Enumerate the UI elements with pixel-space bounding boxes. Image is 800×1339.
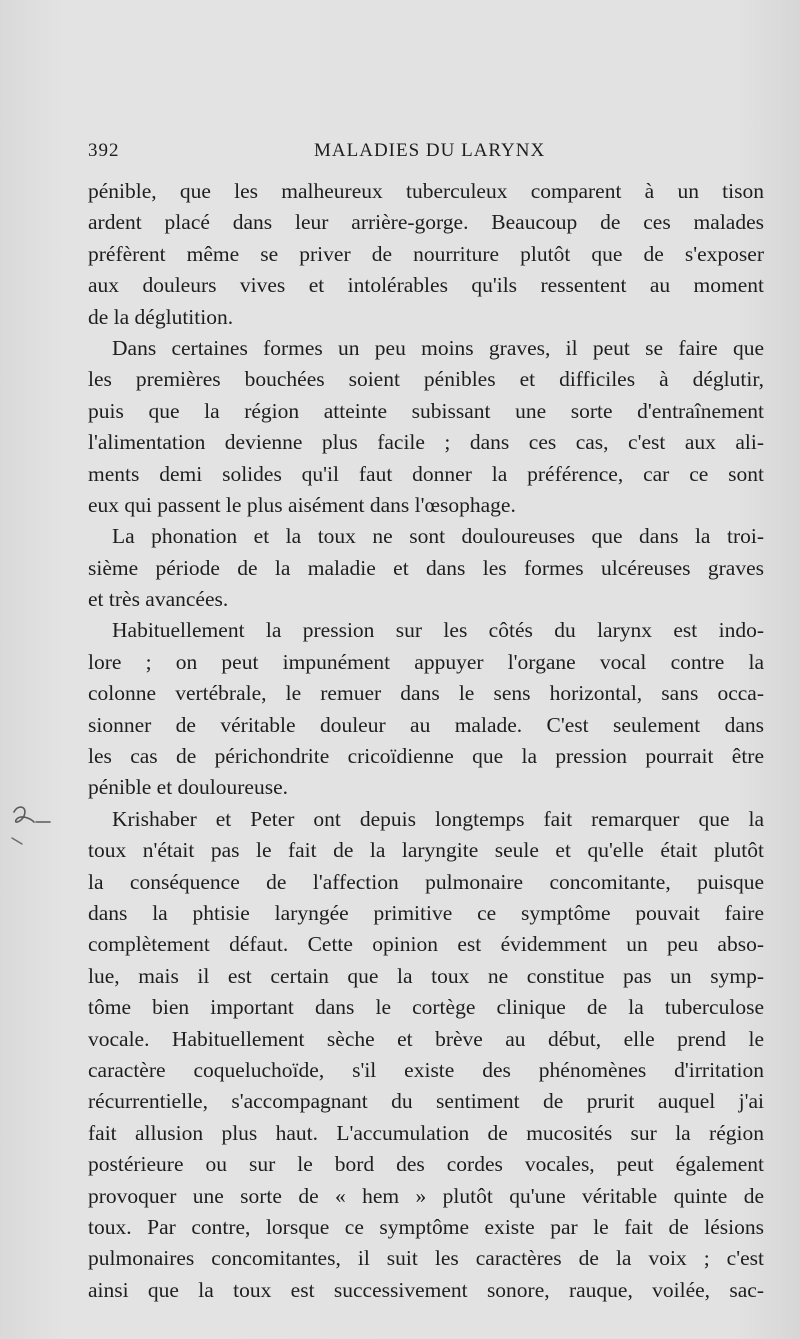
text-line: sionner de véritable douleur au malade. C'est seulement dans (88, 712, 764, 737)
text-line: tôme bien important dans le cortège clinique de la tuberculose (88, 995, 764, 1020)
paragraph (88, 804, 764, 1306)
text-line: puis que la région atteinte subissant une sorte d'entraînement (88, 398, 764, 423)
text-line: aux douleurs vives et intolérables qu'ils ressentent au moment (88, 273, 764, 298)
text-line: et très avancées. (88, 587, 229, 612)
text-line: postérieure ou sur le bord des cordes vocales, peut également (88, 1152, 764, 1177)
text-line: toux n'était pas le fait de la laryngite seule et qu'elle était plutôt (88, 838, 764, 863)
text-line: préfèrent même se priver de nourriture plutôt que de s'exposer (88, 241, 764, 266)
page-number: 392 (88, 140, 120, 161)
text-line: caractère coqueluchoïde, s'il existe des phénomènes d'irritation (88, 1057, 764, 1082)
handwritten-pencil-mark-icon (6, 800, 66, 860)
text-line: fait allusion plus haut. L'accumulation de mucosités sur la région (88, 1120, 764, 1145)
body-text (88, 176, 764, 1306)
text-line: sième période de la maladie et dans les formes ulcéreuses graves (88, 555, 764, 580)
text-line: les cas de périchondrite cricoïdienne que la pression pourrait être (88, 744, 764, 769)
text-line: ments demi solides qu'il faut donner la préférence, car ce sont (88, 461, 764, 486)
text-line: pénible, que les malheureux tuberculeux comparent à un tison (88, 179, 764, 203)
text-line: dans la phtisie laryngée primitive ce symptôme pouvait faire (88, 900, 764, 925)
text-line: récurrentielle, s'accompagnant du sentiment de prurit auquel j'ai (88, 1089, 764, 1114)
paragraph (88, 521, 764, 615)
text-line: pénible et douloureuse. (88, 775, 289, 800)
running-title: MALADIES DU LARYNX (314, 140, 546, 161)
text-line: Habituellement la pression sur les côtés du larynx est indo- (112, 618, 764, 643)
text-line: vocale. Habituellement sèche et brève au début, elle prend le (88, 1026, 764, 1051)
text-line: les premières bouchées soient pénibles et difficiles à déglutir, (88, 367, 764, 392)
text-line: lue, mais il est certain que la toux ne constitue pas un symp- (88, 963, 764, 988)
paragraph (88, 176, 764, 333)
text-line: colonne vertébrale, le remuer dans le sens horizontal, sans occa- (88, 681, 764, 706)
paragraph (88, 333, 764, 521)
text-line: ainsi que la toux est successivement sonore, rauque, voilée, sac- (88, 1277, 764, 1302)
text-line: La phonation et la toux ne sont douloureuses que dans la troi- (112, 524, 764, 549)
text-line: ardent placé dans leur arrière-gorge. Beaucoup de ces malades (88, 210, 764, 235)
page-header (88, 140, 768, 168)
text-line: lore ; on peut impunément appuyer l'organe vocal contre la (88, 649, 764, 674)
text-line: eux qui passent le plus aisément dans l'œsophage. (88, 492, 516, 517)
text-line: toux. Par contre, lorsque ce symptôme existe par le fait de lésions (88, 1214, 764, 1239)
text-line: Dans certaines formes un peu moins graves, il peut se faire que (112, 335, 764, 360)
text-line: complètement défaut. Cette opinion est évidemment un peu abso- (88, 932, 764, 957)
text-line: Krishaber et Peter ont depuis longtemps fait remarquer que la (112, 806, 764, 831)
text-line: provoquer une sorte de « hem » plutôt qu'une véritable quinte de (88, 1183, 764, 1208)
paragraph (88, 615, 764, 803)
text-line: l'alimentation devienne plus facile ; dans ces cas, c'est aux ali- (88, 430, 764, 455)
text-line: la conséquence de l'affection pulmonaire concomitante, puisque (88, 869, 764, 894)
text-line: pulmonaires concomitantes, il suit les caractères de la voix ; c'est (88, 1246, 764, 1271)
text-line: de la déglutition. (88, 304, 234, 329)
